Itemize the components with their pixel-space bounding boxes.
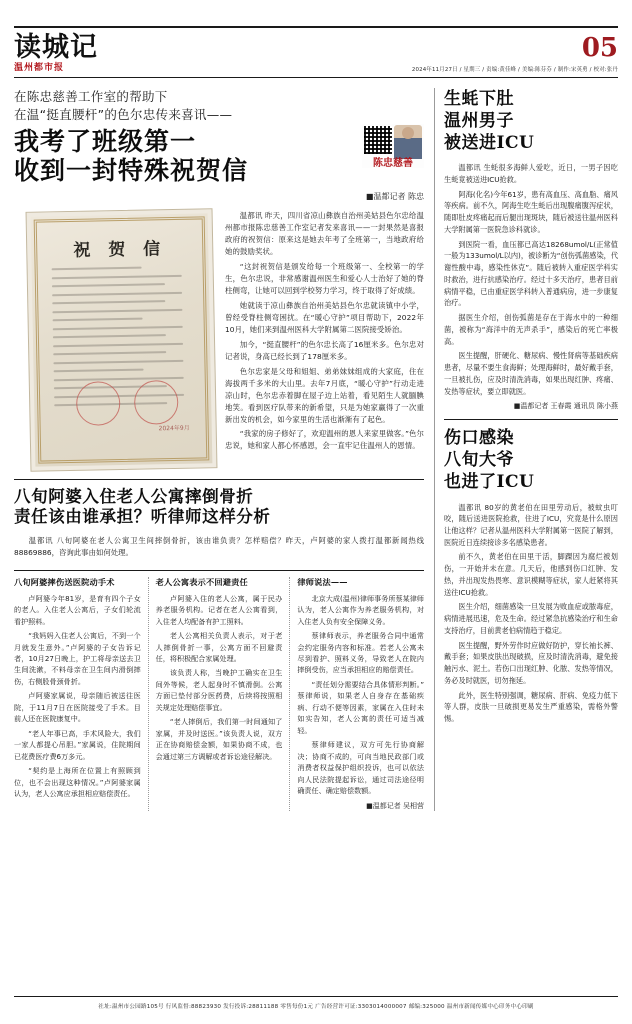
right-article-2-headline-line3: 也进了ICU — [444, 472, 535, 493]
lead-headline-line2: 收到一封特殊祝贺信 — [14, 156, 249, 185]
page-footer — [0, 996, 632, 1010]
lead-headline — [14, 128, 356, 186]
column-paragraph: “老人年事已高，手术风险大，我们一家人都提心吊胆。”家属说，住院期间已花费医疗费6万多元。 — [14, 728, 141, 761]
lead-body — [14, 210, 424, 470]
right-paragraph: 阿海(化名)今年61岁，患有高血压、高血脂、痛风等疾病。前不久，阿海生吃生蚝后出现腹痛腹泻症状，随即肚皮疼痛起而后腿出现斑块，随后被送往温州医科大学附属第一医院急诊科就诊。 — [444, 189, 618, 234]
column-paragraph: “责任划分需要结合具体情形判断。”蔡律师说，如果老人自身存在基础疾病、行动不便等因素，家属在入住时未如实告知，老人公寓的责任可适当减轻。 — [297, 679, 425, 735]
newspaper-name: 温州都市报 — [14, 63, 65, 73]
right-article-1-byline: ■温都记者 王春霞 通讯员 陈小燕 — [513, 402, 618, 411]
lead-article — [14, 88, 424, 470]
right-article-2-headline-line2: 八旬大爷 — [444, 450, 514, 471]
lead-headline-line1: 我考了班级第一 — [14, 127, 197, 157]
right-column — [434, 88, 618, 811]
letter-seal-date: 2024年9月 — [158, 424, 190, 433]
second-article — [14, 487, 424, 811]
column-paragraph: 北京大成(温州)律师事务所蔡某律师认为，老人公寓作为养老服务机构，对入住老人负有安全保障义务。 — [297, 593, 425, 626]
right-paragraph: 到医院一看，血压都已高达18268umol/L(正常值一般为133umol/L以内)，被诊断为“创伤弧菌感染，代谢性酸中毒，感染性休克”。随后被转入重症医学科实时救治，进行抗感染治疗。经过十多天治疗，患者目前病情平稳，已由重症医学科转入普通病房，进一步康复治疗。 — [444, 239, 619, 308]
lead-paragraph: 温都讯 昨天，四川省凉山彝族自治州美姑县色尔忠给温州都市报陈忠慈善工作室记者发来喜讯——一封果然是喜报政府的祝贺信：原来这是她去年考了全班第一，当地政府给她的鼓励奖状。 — [225, 210, 424, 256]
page-number: 05 — [581, 32, 618, 63]
right-column-separator — [444, 419, 618, 420]
second-headline — [14, 487, 424, 528]
column-paragraph: 卢阿婆家属说，母亲随后被送往医院，于11月7日在医院接受了手术。目前人还在医院康复中。 — [14, 691, 141, 724]
column-paragraph: “老人摔倒后，我们第一时间通知了家属，并及时送医。”该负责人说，双方正在协商赔偿金额，如果协商不成，也会通过第三方调解或者诉讼途径解决。 — [155, 717, 283, 761]
lead-byline-text: ■温都记者 陈忠 — [365, 191, 424, 201]
right-article-1-headline-line1: 生蚝下肚 — [444, 89, 514, 109]
right-article-1-headline-line2: 温州男子 — [444, 111, 514, 132]
column-paragraph: “契约是上海所在位置上有照顾到位，也不会出现这种情况。”卢阿婆家属认为，老人公寓应承担相应赔偿责任。 — [14, 766, 141, 799]
column-paragraph: 卢阿婆入住的老人公寓，属于民办养老服务机构。记者在老人公寓看到，入住老人均配备有护工照料。 — [155, 593, 283, 626]
lead-paragraph: “这封祝贺信是颁发给每一个班级第一、全校第一的学生，色尔忠说，非常感谢温州医生和爱心人士治好了她的脊柱侧弯，让她可以回到学校努力学习，终于取得了好成绩。 — [225, 261, 424, 295]
lead-kicker — [14, 88, 356, 124]
right-article-2-body — [444, 502, 618, 725]
second-article-columns — [14, 570, 424, 811]
column-subhead: 律师说法—— — [297, 576, 348, 587]
page-grid — [14, 88, 618, 811]
column-paragraph: 卢阿婆今年81岁，是育有四个子女的老人。入住老人公寓后，子女们轮流看护照料。 — [14, 593, 141, 626]
column-subhead: 老人公寓表示不回避责任 — [155, 576, 248, 587]
column-paragraph: 蔡律师表示，养老服务合同中通常会约定服务内容和标准。若老人公寓未尽到看护、照料义务，导致老人在院内摔倒受伤，应当承担相应的赔偿责任。 — [297, 631, 425, 675]
official-seal-secondary — [134, 380, 179, 425]
dateline: 2024年11月27日 / 星期三 / 责编:黄佳峰 / 美编:陈芬芬 / 制作:宋英勇 / 校对:张丹 — [411, 67, 618, 73]
qr-promo-block[interactable] — [362, 124, 424, 169]
second-headline-line2: 责任该由谁承担？听律师这样分析 — [14, 507, 271, 527]
column-paragraph: 老人公寓相关负责人表示，对于老人摔倒骨折一事，公寓方面不回避责任，将积极配合家属处理。 — [155, 631, 283, 663]
second-article-byline: ■温都记者 吴相营 — [366, 801, 425, 810]
portrait-photo — [394, 125, 422, 159]
second-standfirst: 温都讯 八旬阿婆在老人公寓卫生间摔倒骨折，该由谁负责？怎样赔偿？昨天，卢阿婆的家人拨打温都新闻热线88869886，咨询此事由如何处理。 — [14, 536, 424, 558]
right-paragraph: 此外，医生特别强调，糖尿病、肝病、免疫力低下等人群，皮肤一旦破损更易发生严重感染，需格外警惕。 — [444, 690, 618, 723]
column-subhead: 八旬阿婆摔伤送医院动手术 — [14, 576, 115, 587]
letter-title: 祝 贺 信 — [73, 238, 167, 261]
right-article-2-headline-line1: 伤口感染 — [444, 428, 514, 449]
section-title: 读城记 — [14, 32, 98, 63]
right-article-1-headline — [444, 88, 618, 154]
footer-rule — [14, 996, 618, 997]
right-paragraph: 医生提醒，肝硬化、糖尿病、慢性肾病等基础疾病患者，尽量不要生食海鲜；处理海鲜时，最好戴手套，一旦被扎伤，应及时清洗消毒，如果出现红肿、疼痛、发热等症状，要立即就医。 — [444, 351, 618, 396]
column-paragraph: “我妈妈入住老人公寓后，不到一个月就发生意外。”卢阿婆的子女告诉记者，10月27日晚上，护工将母亲送去卫生间洗漱，不料母亲在卫生间内滑倒摔伤，右侧股骨颈骨折。 — [14, 631, 141, 686]
right-paragraph: 温都讯 80岁的黄老伯在田里劳动后，被蚊虫叮咬，随后送进医院抢救，住进了ICU，究竟是什么原因让他这样？记者从温州医科大学附属第一医院了解到，医院近日连续接诊多名感染患者。 — [444, 502, 618, 547]
official-seal — [76, 381, 121, 426]
column-paragraph: 蔡律师建议，双方可先行协商解决；协商不成的，可向当地民政部门或消费者权益保护组织投诉，也可以依法向人民法院提起诉讼，通过司法途径明确责任、确定赔偿数额。 — [297, 740, 425, 796]
right-article-2-headline — [444, 427, 618, 493]
qr-code-icon — [364, 126, 392, 154]
second-article-column — [14, 577, 148, 811]
qr-label-text: 陈忠慈善 — [373, 158, 413, 169]
lead-paragraph: 加今，“挺直腰杆”的色尔忠长高了16厘米多。色尔忠对记者说，身高已经长到了178厘米多。 — [225, 339, 424, 361]
masthead-bottom-rule — [14, 77, 618, 78]
right-paragraph: 医生提醒，野外劳作时应做好防护，穿长袖长裤、戴手套；如果皮肤出现破损，应及时清洗消毒，避免接触污水、泥土。若伤口出现红肿、化脓、发热等情况，务必及时就医，切勿拖延。 — [444, 640, 618, 685]
second-headline-line1: 八旬阿婆入住老人公寓摔倒骨折 — [14, 486, 254, 506]
right-paragraph: 前不久，黄老伯在田里干活，脚踝因为腐烂被划伤，一开始并未在意。几天后，他感到伤口红肿、发热，并出现发热畏寒、意识模糊等症状，家人赶紧将其送往ICU抢救。 — [444, 552, 618, 597]
right-paragraph: 温都讯 生蚝很多海鲜人爱吃，近日，一男子因吃生蚝竟被送进ICU抢救。 — [444, 163, 618, 185]
column-paragraph: 该负责人称，当晚护工确实在卫生间外等候，老人起身时不慎滑倒。公寓方面已垫付部分医药费，后续将按照相关规定处理赔偿事宜。 — [155, 668, 283, 712]
lead-paragraph: “我家的房子修好了，欢迎温州的恩人来家里做客。”色尔忠说，她和家人都心怀感恩，会一直牢记住温州人的恩情。 — [225, 429, 424, 451]
lead-paragraph: 她就读于凉山彝族自治州美姑县色尔忠就读镇中小学，曾经受脊柱侧弯困扰。在“暖心守护”项目帮助下，2022年10月，她们来到温州医科大学附属第二医院接受矫治。 — [225, 300, 424, 334]
second-article-column — [289, 577, 424, 811]
second-article-column — [148, 577, 290, 811]
lead-kicker-line2: 在温“挺直腰杆”的色尔忠传来喜讯—— — [14, 107, 233, 123]
right-article-1 — [444, 88, 618, 411]
right-article-1-body — [444, 162, 618, 411]
masthead — [14, 0, 618, 78]
qr-label — [362, 159, 424, 169]
right-article-2 — [444, 427, 618, 725]
lead-paragraph: 色尔忠家是父母和姐姐、弟弟妹妹组成的大家庭，住在海拔两千多米的大山里。去年7月底，“暖心守护”行动走进凉山时，色尔忠赤着脚在屋子边上站着，看见陌生人就腼腆地笑。看到医疗队带来的新希望，只是为她家赢得了一次重新出发的机会，如今家里的生活也渐渐有了起色。 — [225, 366, 424, 424]
masthead-meta — [411, 32, 618, 73]
lead-kicker-line1: 在陈忠慈善工作室的帮助下 — [14, 89, 168, 104]
right-paragraph: 据医生介绍，创伤弧菌是存在于海水中的一种细菌，被称为“海洋中的无声杀手”，感染后的死亡率极高。 — [444, 313, 618, 346]
right-paragraph: 医生介绍，细菌感染一旦发展为败血症或脓毒症，病情进展迅速，危及生命。经过紧急抗感染治疗和生命支持治疗，目前黄老伯病情趋于稳定。 — [444, 602, 618, 635]
footer-text: 社址:温州市公园路105号 行风监督:88823930 发行投诉:28811188 零售每份1元 广告经营许可证:3303014000007 邮编:325000 温州市新闻传媒中心印务中心印刷 — [98, 1004, 534, 1010]
lead-byline — [14, 191, 424, 202]
right-article-1-headline-line3: 被送进ICU — [444, 133, 535, 154]
congratulation-letter-image — [26, 208, 218, 472]
masthead-brand — [14, 34, 98, 73]
letter-figure — [28, 210, 213, 470]
left-column — [14, 88, 434, 811]
article-separator-rule — [14, 479, 424, 480]
